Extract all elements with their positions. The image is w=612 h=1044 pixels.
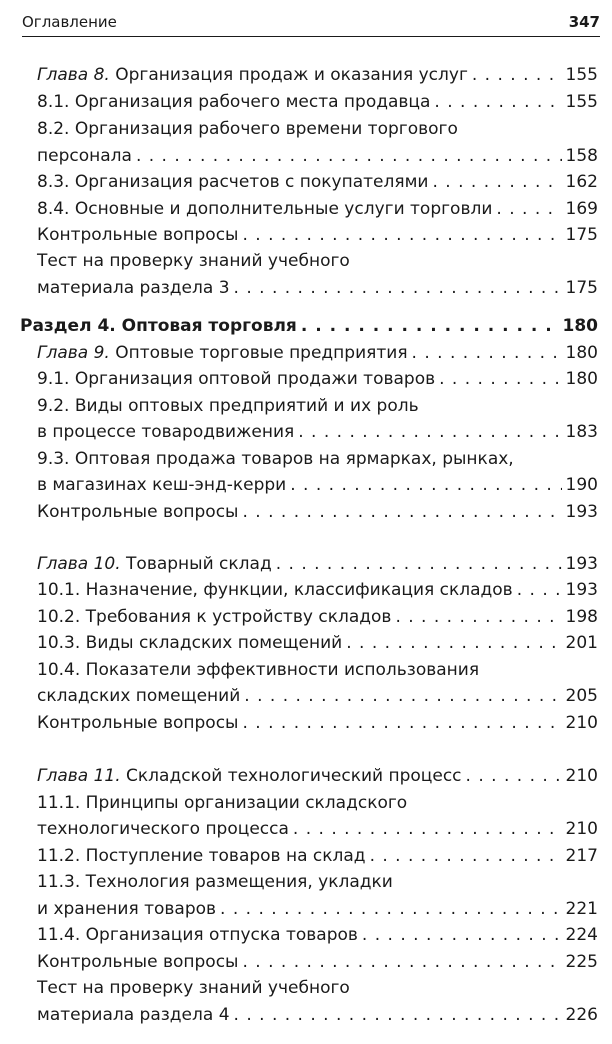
entry-title: и хранения товаров <box>37 899 217 919</box>
entry-page: 180 <box>565 369 598 389</box>
entry-page: 226 <box>565 1005 598 1025</box>
entry-title: персонала <box>37 146 132 166</box>
entry-title: Тест на проверку знаний учебного <box>37 978 350 998</box>
entry-page: 158 <box>565 146 598 166</box>
toc-entry[interactable] <box>37 896 598 922</box>
entry-page: 201 <box>565 633 598 653</box>
entry-title: 9.1. Организация оптовой продажи товаров <box>37 369 436 389</box>
entry-title: Организация продаж и оказания услуг <box>109 65 468 85</box>
entry-title: 10.2. Требования к устройству складов <box>37 607 392 627</box>
entry-page: 210 <box>565 766 598 786</box>
entry-page: 205 <box>565 686 598 706</box>
toc-entry[interactable] <box>37 275 598 301</box>
entry-page: 190 <box>565 475 598 495</box>
toc-entry[interactable] <box>37 419 598 445</box>
toc-entry-continued[interactable] <box>37 657 598 683</box>
toc-entry[interactable] <box>37 89 598 115</box>
entry-page: 169 <box>565 199 598 219</box>
entry-page: 180 <box>562 316 598 336</box>
entry-page: 198 <box>565 607 598 627</box>
toc-entry[interactable] <box>37 710 598 736</box>
entry-page: 175 <box>565 225 598 245</box>
entry-title: 10.1. Назначение, функции, классификация складов <box>37 580 513 600</box>
entry-page: 155 <box>565 92 598 112</box>
entry-title: 8.2. Организация рабочего времени торгового <box>37 119 458 139</box>
toc-entry[interactable] <box>37 340 598 366</box>
entry-title: 9.2. Виды оптовых предприятий и их роль <box>37 396 419 416</box>
chapter-label: Глава 8. <box>37 65 110 85</box>
entry-title: 11.3. Технология размещения, укладки <box>37 872 393 892</box>
entry-page: 183 <box>565 422 598 442</box>
entry-title: Контрольные вопросы <box>37 952 239 972</box>
toc-entry-continued[interactable] <box>37 393 598 419</box>
entry-title: 10.3. Виды складских помещений <box>37 633 343 653</box>
entry-page: 155 <box>565 65 598 85</box>
entry-title: технологического процесса <box>37 819 289 839</box>
entry-page: 193 <box>565 580 598 600</box>
toc-entry[interactable] <box>37 949 598 975</box>
toc-entry[interactable] <box>37 763 598 789</box>
toc-entry[interactable] <box>37 472 598 498</box>
entry-title: Оптовые торговые предприятия <box>109 343 408 363</box>
toc-entry[interactable] <box>37 577 598 603</box>
entry-title: Товарный склад <box>120 554 272 574</box>
entry-title: 11.2. Поступление товаров на склад <box>37 846 366 866</box>
entry-title: Складской технологический процесс <box>120 766 462 786</box>
toc-entry[interactable] <box>37 366 598 392</box>
entry-page: 175 <box>565 278 598 298</box>
entry-page: 217 <box>565 846 598 866</box>
entry-title: складских помещений <box>37 686 241 706</box>
toc-entry[interactable] <box>37 630 598 656</box>
entry-title: Контрольные вопросы <box>37 225 239 245</box>
entry-page: 162 <box>565 172 598 192</box>
toc-section-entry[interactable] <box>20 313 598 339</box>
toc-entry-continued[interactable] <box>37 869 598 895</box>
entry-page: 193 <box>565 502 598 522</box>
entry-page: 225 <box>565 952 598 972</box>
toc-entry-continued[interactable] <box>37 446 598 472</box>
toc-entry[interactable] <box>37 196 598 222</box>
entry-title: 8.1. Организация рабочего места продавца <box>37 92 431 112</box>
chapter-label: Глава 10. <box>37 554 121 574</box>
entry-title: 8.3. Организация расчетов с покупателями <box>37 172 429 192</box>
entry-page: 224 <box>565 925 598 945</box>
chapter-label: Глава 11. <box>37 766 121 786</box>
toc-entry[interactable] <box>37 62 598 88</box>
toc-entry[interactable] <box>37 816 598 842</box>
toc-entry[interactable] <box>37 169 598 195</box>
entry-title: 10.4. Показатели эффективности использования <box>37 660 480 680</box>
entry-title: 11.4. Организация отпуска товаров <box>37 925 358 945</box>
entry-page: 210 <box>565 713 598 733</box>
toc-entry[interactable] <box>37 551 598 577</box>
entry-page: 221 <box>565 899 598 919</box>
page-header <box>22 8 600 37</box>
entry-title: в магазинах кеш-энд-керри <box>37 475 287 495</box>
toc-entry-continued[interactable] <box>37 248 598 274</box>
entry-title: материала раздела 3 <box>37 278 230 298</box>
entry-title: Тест на проверку знаний учебного <box>37 251 350 271</box>
toc-entry[interactable] <box>37 143 598 169</box>
entry-title: Контрольные вопросы <box>37 713 239 733</box>
toc-entry[interactable] <box>37 222 598 248</box>
toc-entry[interactable] <box>37 922 598 948</box>
toc-entry[interactable] <box>37 604 598 630</box>
toc-entry-continued[interactable] <box>37 975 598 1001</box>
entry-title: в процессе товародвижения <box>37 422 295 442</box>
running-head-title: Оглавление <box>22 13 117 31</box>
toc-entry[interactable] <box>37 499 598 525</box>
toc-entry[interactable] <box>37 1002 598 1028</box>
toc-entry-continued[interactable] <box>37 790 598 816</box>
toc-entry-continued[interactable] <box>37 116 598 142</box>
entry-title: 8.4. Основные и дополнительные услуги торговли <box>37 199 493 219</box>
page-number: 347 <box>568 13 600 31</box>
chapter-label: Глава 9. <box>37 343 110 363</box>
entry-title: 11.1. Принципы организации складского <box>37 793 408 813</box>
entry-title: 9.3. Оптовая продажа товаров на ярмарках, рынках, <box>37 449 514 469</box>
section-title: Раздел 4. Оптовая торговля <box>20 316 297 336</box>
entry-page: 210 <box>565 819 598 839</box>
entry-title: материала раздела 4 <box>37 1005 230 1025</box>
entry-title: Контрольные вопросы <box>37 502 239 522</box>
toc-entry[interactable] <box>37 683 598 709</box>
entry-page: 193 <box>565 554 598 574</box>
toc-entry[interactable] <box>37 843 598 869</box>
entry-page: 180 <box>565 343 598 363</box>
